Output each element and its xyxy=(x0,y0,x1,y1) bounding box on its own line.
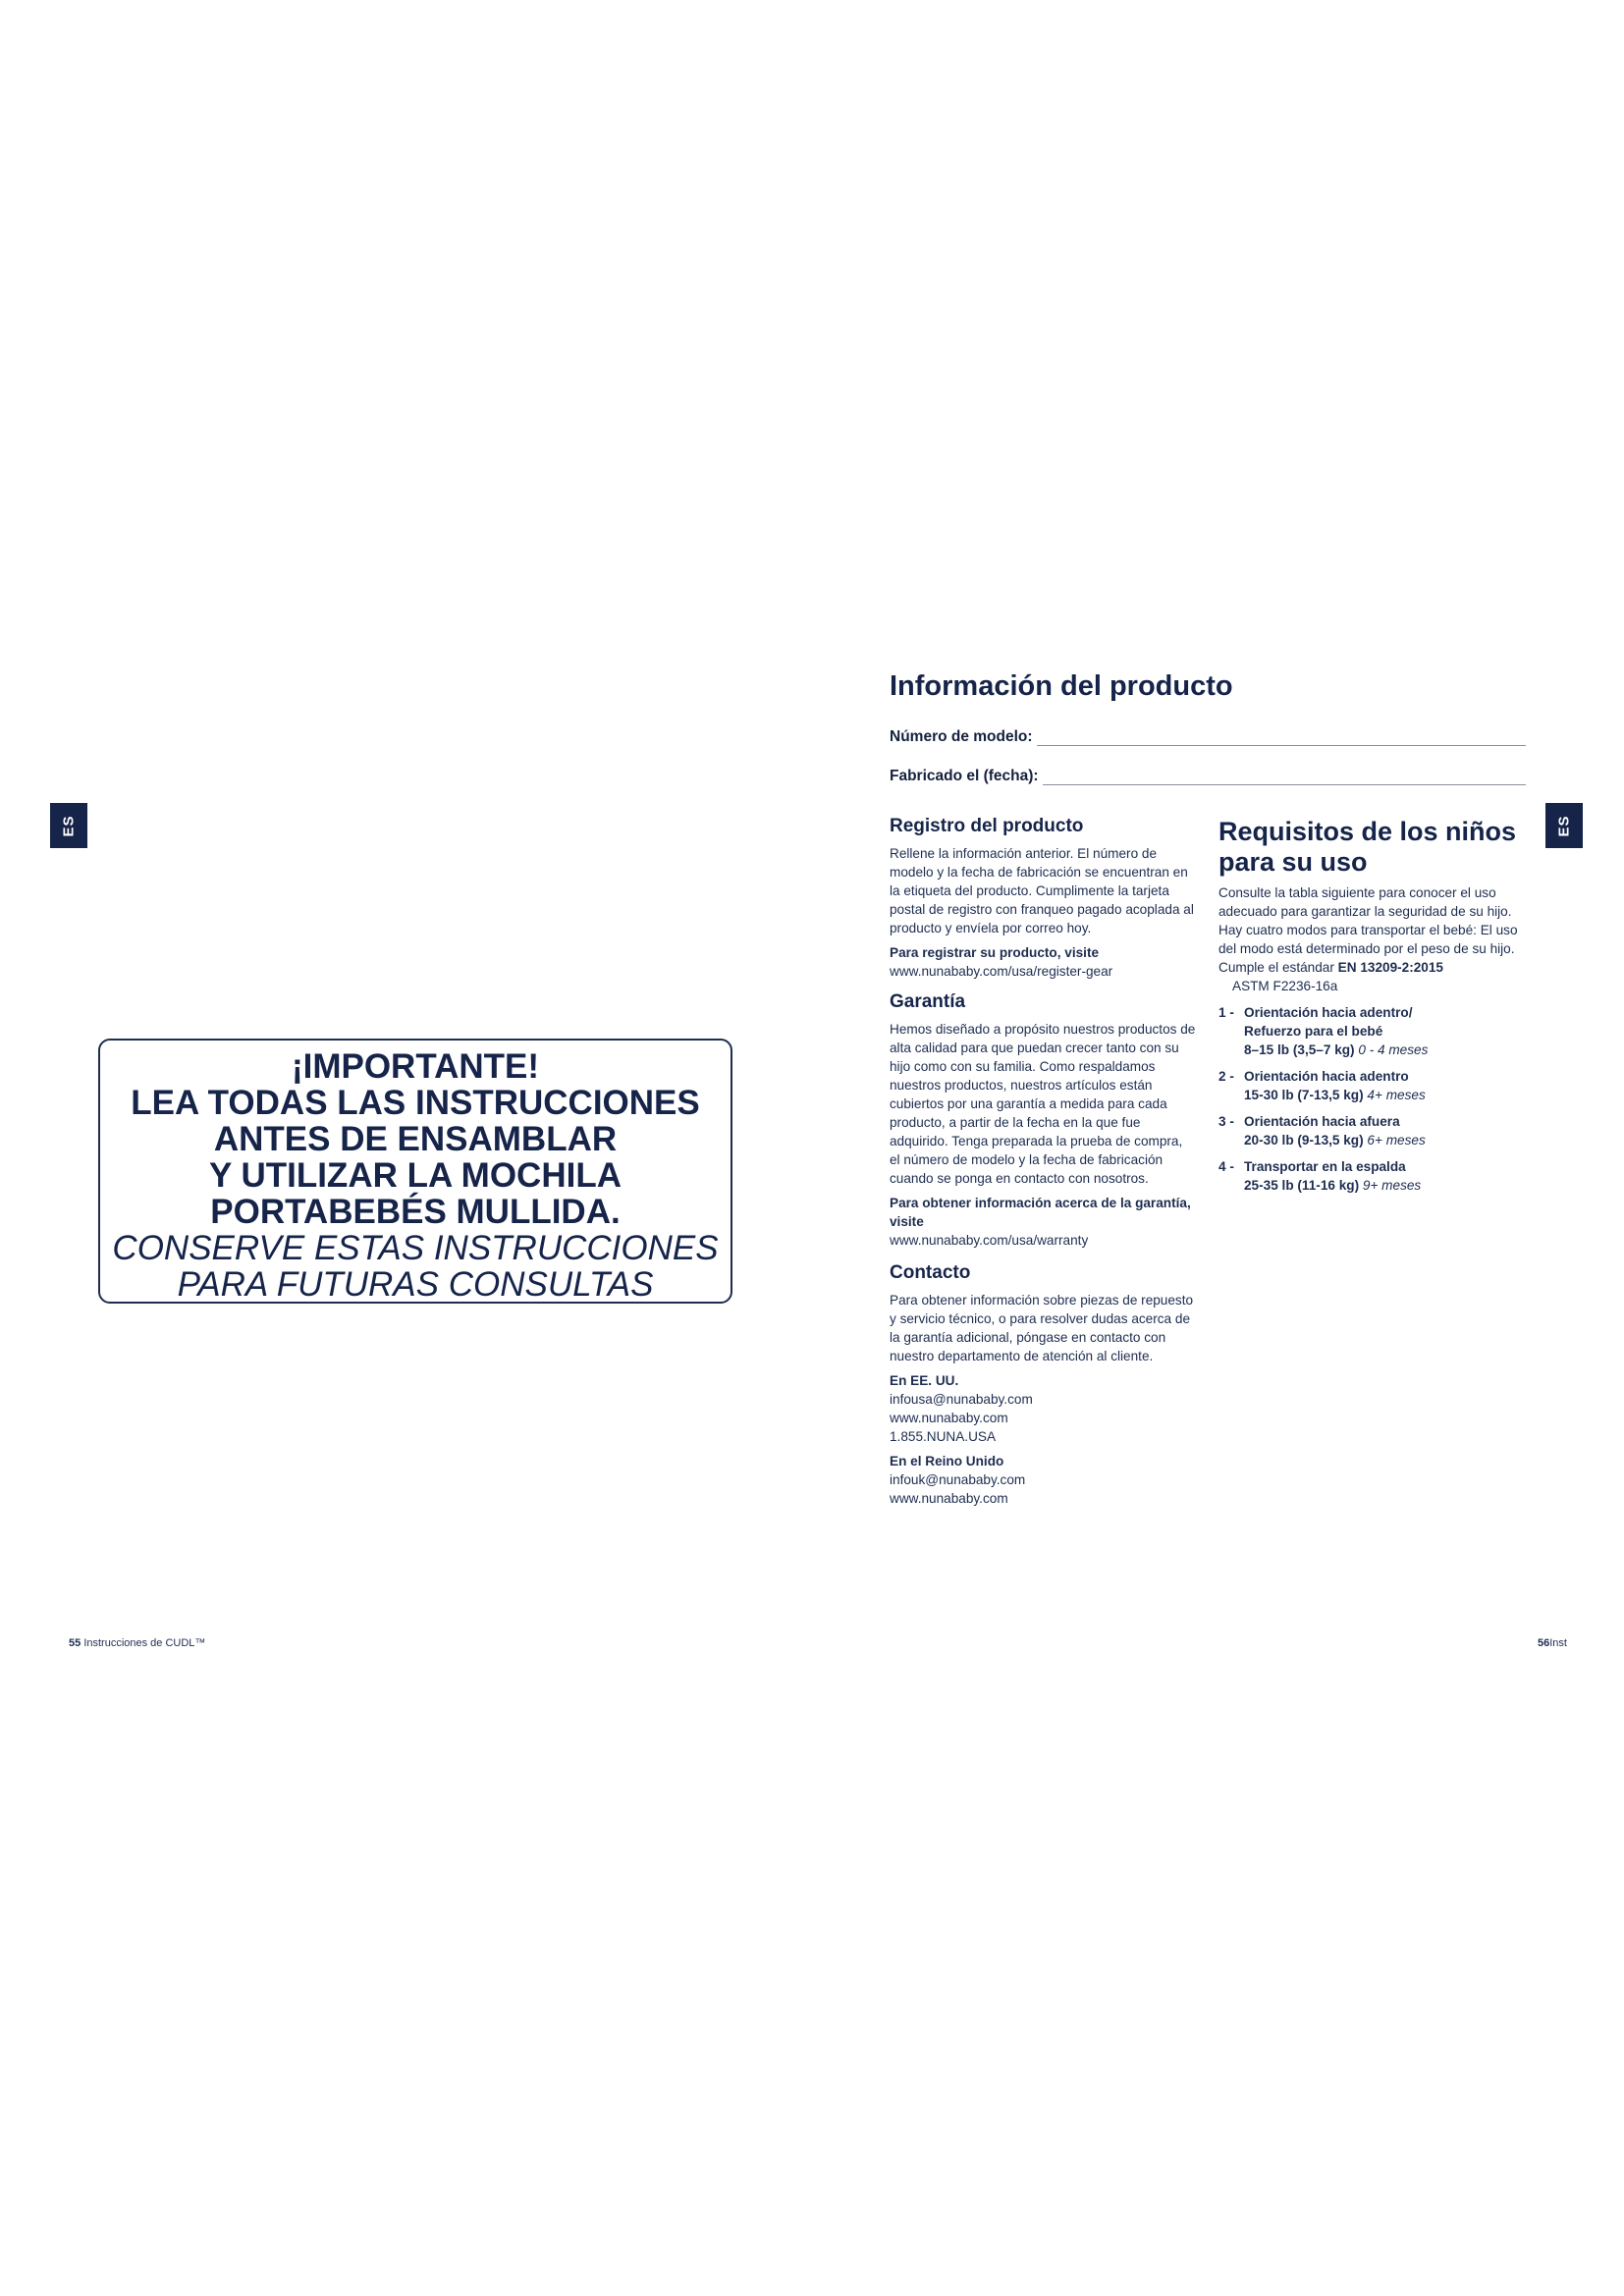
mode-number: 3 - xyxy=(1218,1114,1234,1129)
footer-left xyxy=(69,1637,205,1649)
mode-details xyxy=(1244,1157,1531,1195)
notice-line: PORTABEBÉS MULLIDA. xyxy=(210,1193,621,1231)
mode-title: Orientación hacia adentro xyxy=(1244,1069,1409,1084)
requirements-standard xyxy=(1218,958,1531,977)
carry-mode-item xyxy=(1218,1112,1531,1149)
requirements-column xyxy=(1218,817,1531,1195)
info-column xyxy=(890,815,1196,1508)
page-number: 55 xyxy=(69,1637,81,1649)
registration-section xyxy=(890,815,1196,981)
model-number-field xyxy=(890,724,1526,746)
language-tab-left xyxy=(50,803,87,848)
manufacture-date-field xyxy=(890,764,1526,785)
notice-line: PARA FUTURAS CONSULTAS xyxy=(177,1265,654,1304)
contact-us-label: En EE. UU. xyxy=(890,1373,959,1388)
model-number-label: Número de modelo: xyxy=(890,728,1033,745)
carry-mode-item xyxy=(1218,1157,1531,1195)
mode-weight-age xyxy=(1244,1086,1531,1104)
registration-link-label: Para registrar su producto, visite xyxy=(890,945,1100,960)
footer-text: Inst xyxy=(1549,1637,1567,1649)
page-number: 56 xyxy=(1538,1637,1550,1649)
requirements-body: Consulte la tabla siguiente para conocer el uso adecuado para garantizar la seguridad de su hijo. Hay cuatro modos para transportar el bebé: El uso del modo está determinado por el peso de su hijo. xyxy=(1218,885,1518,956)
contact-uk-email[interactable]: infouk@nunababy.com xyxy=(890,1472,1026,1487)
product-info-title: Información del producto xyxy=(890,670,1233,702)
carry-modes-list xyxy=(1218,1003,1531,1195)
contact-us-phone: 1.855.NUNA.USA xyxy=(890,1429,997,1444)
mode-weight: 25-35 lb (11-16 kg) xyxy=(1244,1178,1360,1193)
standard-prefix: Cumple el estándar xyxy=(1218,960,1334,975)
mode-weight-age xyxy=(1244,1041,1531,1059)
mode-age: 0 - 4 meses xyxy=(1358,1042,1429,1057)
registration-heading: Registro del producto xyxy=(890,816,1084,836)
carry-mode-item xyxy=(1218,1067,1531,1104)
notice-line: Y UTILIZAR LA MOCHILA xyxy=(209,1156,622,1195)
mode-weight-age xyxy=(1244,1176,1531,1195)
manufacture-date-blank xyxy=(1043,771,1526,785)
mode-number: 1 - xyxy=(1218,1005,1234,1020)
mode-weight-age xyxy=(1244,1131,1531,1149)
standard-en: EN 13209-2:2015 xyxy=(1337,960,1443,975)
mode-weight: 8–15 lb (3,5–7 kg) xyxy=(1244,1042,1355,1057)
mode-title: Orientación hacia adentro/ xyxy=(1244,1005,1413,1020)
contact-section xyxy=(890,1261,1196,1508)
mode-details xyxy=(1244,1067,1531,1104)
warranty-body: Hemos diseñado a propósito nuestros productos de alta calidad para que puedan crecer tanto con su hijo como con su familia. Como respaldamos nuestros productos, nuestros artículos están cubiertos por una garantía a medida para cada producto, a partir de la fecha en la que fue adquirido. Tenga preparada la prueba de compra, el número de modelo y la fecha de fabricación cuando se ponga en contacto con nosotros. xyxy=(890,1022,1196,1186)
contact-us-email[interactable]: infousa@nunababy.com xyxy=(890,1392,1033,1407)
footer-right xyxy=(1538,1637,1567,1649)
mode-number: 2 - xyxy=(1218,1069,1234,1084)
mode-number: 4 - xyxy=(1218,1159,1234,1174)
standard-astm: ASTM F2236-16a xyxy=(1232,979,1338,993)
model-number-blank xyxy=(1037,731,1526,746)
notice-line: CONSERVE ESTAS INSTRUCCIONES xyxy=(112,1229,719,1267)
contact-uk-label: En el Reino Unido xyxy=(890,1454,1004,1468)
warranty-url[interactable]: www.nunababy.com/usa/warranty xyxy=(890,1233,1089,1248)
notice-line: ¡IMPORTANTE! xyxy=(291,1047,540,1086)
mode-title: Orientación hacia afuera xyxy=(1244,1114,1400,1129)
contact-heading: Contacto xyxy=(890,1262,971,1283)
carry-mode-item xyxy=(1218,1003,1531,1059)
language-tab-label: ES xyxy=(1555,814,1573,837)
language-tab-label: ES xyxy=(60,814,78,837)
mode-details xyxy=(1244,1112,1531,1149)
mode-age: 9+ meses xyxy=(1362,1178,1422,1193)
manufacture-date-label: Fabricado el (fecha): xyxy=(890,768,1039,784)
mode-subtitle: Refuerzo para el bebé xyxy=(1244,1024,1383,1039)
requirements-heading: Requisitos de los niños para su uso xyxy=(1218,817,1517,877)
notice-line: ANTES DE ENSAMBLAR xyxy=(213,1120,618,1158)
mode-details xyxy=(1244,1003,1531,1059)
mode-age: 6+ meses xyxy=(1367,1133,1426,1148)
warranty-heading: Garantía xyxy=(890,991,966,1012)
mode-weight: 20-30 lb (9-13,5 kg) xyxy=(1244,1133,1364,1148)
mode-age: 4+ meses xyxy=(1367,1088,1426,1102)
mode-title: Transportar en la espalda xyxy=(1244,1159,1406,1174)
notice-line: LEA TODAS LAS INSTRUCCIONES xyxy=(131,1084,700,1122)
important-notice-box xyxy=(98,1039,732,1304)
mode-weight: 15-30 lb (7-13,5 kg) xyxy=(1244,1088,1364,1102)
registration-body: Rellene la información anterior. El número de modelo y la fecha de fabricación se encuentran en la etiqueta del producto. Cumplimente la tarjeta postal de registro con franqueo pagado acoplada al producto y envíela por correo hoy. xyxy=(890,846,1194,935)
language-tab-right xyxy=(1545,803,1583,848)
contact-body: Para obtener información sobre piezas de repuesto y servicio técnico, o para resolver dudas acerca de la garantía adicional, póngase en contacto con nuestro departamento de atención al cliente. xyxy=(890,1293,1194,1363)
warranty-link-label: Para obtener información acerca de la garantía, visite xyxy=(890,1196,1191,1229)
registration-url[interactable]: www.nunababy.com/usa/register-gear xyxy=(890,964,1113,979)
contact-us-web[interactable]: www.nunababy.com xyxy=(890,1411,1008,1425)
contact-uk-web[interactable]: www.nunababy.com xyxy=(890,1491,1008,1506)
footer-text: Instrucciones de CUDL™ xyxy=(83,1637,206,1649)
warranty-section xyxy=(890,990,1196,1250)
